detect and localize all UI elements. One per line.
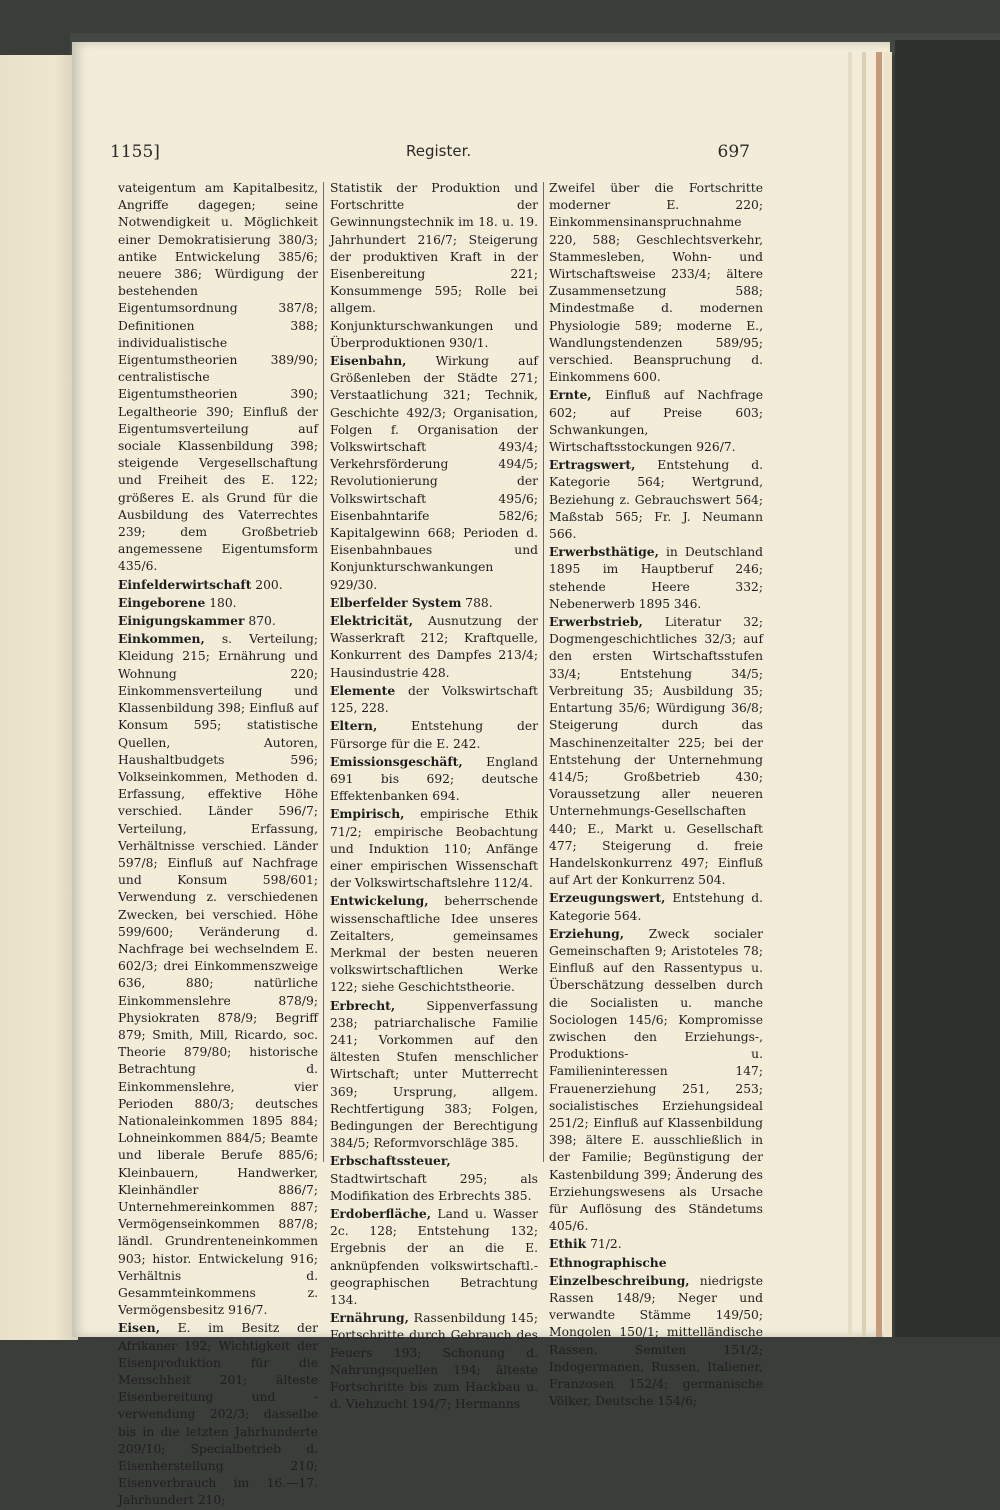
index-entry	[549, 1254, 763, 1411]
index-entry	[549, 613, 763, 889]
column-rule	[543, 182, 544, 1162]
index-column-1	[118, 180, 318, 1510]
index-entry	[549, 889, 763, 924]
page-edge	[876, 52, 882, 1337]
index-entry	[330, 892, 538, 996]
index-headword: Einigungskammer	[118, 613, 245, 629]
index-headword: Elektricität,	[330, 613, 413, 629]
binding-right	[895, 40, 1000, 1337]
index-references: Entstehung der Fürsorge für die E. 242.	[330, 719, 538, 751]
index-headword: Erwerbsthätige,	[549, 544, 659, 560]
index-continuation	[330, 180, 538, 352]
index-entry	[330, 594, 538, 612]
index-entry	[330, 1205, 538, 1309]
index-references: England 691 bis 692; deutsche Effektenbanken 694.	[330, 754, 538, 804]
index-references: empirische Ethik 71/2; empirische Beobachtung und Induktion 110; Anfänge einer empirischen Wissenschaft der Volkswirtschaftslehre 112/4.	[330, 807, 538, 891]
index-continuation	[549, 180, 763, 386]
index-headword: Erbschaftssteuer,	[330, 1153, 451, 1169]
index-references: der Volkswirtschaft 125, 228.	[330, 683, 538, 716]
index-entry	[330, 612, 538, 682]
index-references: Statistik der Produktion und Fortschritte der Gewinnungstechnik im 18. u. 19. Jahrhundert 216/7; Steigerung der produktiven Kraft in der Eisenbereitung 221; Konsummenge 595; Rolle bei allgem. Konjunkturschwankungen und Überproduktionen 930/1.	[330, 181, 538, 350]
page-edge	[848, 52, 852, 1337]
index-headword: Ernte,	[549, 387, 592, 403]
index-headword: Einfelderwirtschaft	[118, 576, 252, 592]
index-entry	[118, 612, 318, 630]
index-headword: Emissionsgeschäft,	[330, 753, 463, 769]
index-entry	[330, 1152, 538, 1205]
index-entry	[330, 717, 538, 752]
index-entry	[118, 1319, 318, 1509]
index-entry	[330, 682, 538, 717]
index-entry	[549, 1235, 763, 1253]
index-entry	[330, 1309, 538, 1413]
index-references: Wirkung auf Größenleben der Städte 271; Verstaatlichung 321; Technik, Geschichte 492/3; Organisation, Folgen f. Organisation der Volkswirtschaft 493/4; Verkehrsförderung 494/5; Revolutionierung der Volkswirtschaft 495/6; Eisenbahntarife 582/6; Kapitalgewinn 668; Perioden d. Eisenbahnbaues und Konjunkturschwankungen 929/30.	[330, 354, 538, 592]
index-headword: Einkommen,	[118, 631, 205, 647]
index-headword: Erziehung,	[549, 925, 625, 941]
index-entry	[330, 997, 538, 1153]
index-entry	[330, 753, 538, 806]
index-entry	[549, 543, 763, 613]
index-references: niedrigste Rassen 148/9; Neger und verwandte Stämme 149/50; Mongolen 150/1; mittelländische Rassen, Semiten 151/2; Indogermanen, Russen, Italiener, Franzosen 152/4; germanische Völker, Deutsche 154/6;	[549, 1273, 763, 1409]
index-headword: Eltern,	[330, 718, 378, 734]
index-headword: Elemente	[330, 682, 396, 698]
index-references: in Deutschland 1895 im Hauptberuf 246; stehende Heere 332; Nebenerwerb 1895 346.	[549, 545, 763, 611]
index-references: vateigentum am Kapitalbesitz, Angriffe dagegen; seine Notwendigkeit u. Möglichkeit einer Demokratisierung 380/3; antike Entwickelung 385/6; neuere 386; Würdigung der bestehenden Eigentumsordnung 387/8; Definitionen 388; individualistische Eigentumstheorien 389/90; centralistische Eigentumstheorien 390; Legaltheorie 390; Einfluß der Eigentumsverteilung auf sociale Klassenbildung 398; steigende Vergesellschaftung und Freiheit des E. 122; größeres E. als Grund für die Ausbildung des Vaterrechtes 239; dem Großbetrieb angemessene Eigentumsform 435/6.	[118, 181, 318, 574]
index-headword: Eisenbahn,	[330, 353, 407, 369]
index-references: 870.	[244, 614, 276, 629]
index-headword: Erbrecht,	[330, 997, 396, 1013]
header-title: Register.	[406, 142, 472, 160]
index-references: 180.	[205, 595, 237, 610]
index-headword: Eingeborene	[118, 594, 206, 610]
index-headword: Ertragswert,	[549, 457, 636, 473]
index-headword: Ernährung,	[330, 1310, 409, 1326]
index-headword: Ethnographische Einzelbeschreibung,	[549, 1254, 690, 1288]
index-references: Land u. Wasser 2c. 128; Entstehung 132; Ergebnis der an die E. anknüpfenden volkswirtschaftl.-geographischen Betrachtung 134.	[330, 1206, 538, 1307]
index-references: beherrschende wissenschaftliche Idee unseres Zeitalters, gemeinsames Merkmal der besten neueren volkswirtschaftlichen Werke 122; siehe Geschichtstheorie.	[330, 894, 538, 995]
index-column-2	[330, 180, 538, 1413]
page-edge	[884, 52, 892, 1337]
index-references: E. im Besitz der Afrikaner 192; Wichtigkeit der Eisenproduktion für die Menschheit 201; älteste Eisenbereitung und -verwendung 202/3; dasselbe bis in die letzten Jahrhunderte 209/10; Specialbetrieb d. Eisenherstellung 210; Eisenverbrauch im 16.—17. Jahrhundert 210;	[118, 1321, 318, 1508]
index-entry	[118, 594, 318, 612]
column-rule	[323, 182, 324, 1162]
index-references: Entstehung d. Kategorie 564.	[549, 891, 763, 923]
index-entry	[118, 630, 318, 1319]
index-entry	[549, 456, 763, 543]
index-headword: Eisen,	[118, 1320, 161, 1336]
index-references: Rassenbildung 145; Fortschritte durch Gebrauch des Feuers 193; Schonung d. Nahrungsquellen 194; älteste Fortschritte bis zum Hackbau u. d. Viehzucht 194/7; Hermanns	[330, 1311, 538, 1412]
index-entry	[330, 805, 538, 892]
running-header	[110, 142, 750, 170]
index-headword: Elberfelder System	[330, 594, 462, 610]
index-headword: Ethik	[549, 1236, 587, 1252]
left-page-edge	[0, 55, 78, 1340]
index-references: s. Verteilung; Kleidung 215; Ernährung und Wohnung 220; Einkommensverteilung und Klassenbildung 398; Einfluß auf Konsum 595; statistische Quellen, Autoren, Haushaltbudgets 596; Volkseinkommen, Methoden d. Erfassung, effektive Höhe verschied. Länder 596/7; Verteilung, Erfassung, Verhältnisse verschied. Länder 597/8; Einfluß auf Nachfrage und Konsum 598/601; Verwendung z. verschiedenen Zwecken, bei verschied. Höhe 599/600; Veränderung d. Nachfrage bei wechselndem E. 602/3; drei Einkommenszweige 636, 880; natürliche Einkommenslehre 878/9; Physiokraten 878/9; Begriff 879; Smith, Mill, Ricardo, soc. Theorie 879/80; historische Betrachtung d. Einkommenslehre, vier Perioden 880/3; deutsches Nationaleinkommen 1895 884; Lohneinkommen 884/5; Beamte und liberale Berufe 885/6; Kleinbauern, Handwerker, Kleinhändler 886/7; Unternehmereinkommen 887; Vermögenseinkommen 887/8; ländl. Grundrenteneinkommen 903; histor. Entwickelung 916; Verhältnis d. Gesammteinkommens z. Vermögensbesitz 916/7.	[118, 632, 318, 1318]
index-references: 788.	[461, 595, 493, 610]
index-headword: Erdoberfläche,	[330, 1205, 431, 1221]
index-references: Einfluß auf Nachfrage 602; auf Preise 603; Schwankungen, Wirtschaftsstockungen 926/7.	[549, 388, 763, 455]
index-headword: Erwerbstrieb,	[549, 614, 643, 630]
header-page-ref: 1155]	[110, 142, 160, 162]
index-headword: Empirisch,	[330, 806, 405, 822]
index-references: Sippenverfassung 238; patriarchalische Familie 241; Vorkommen auf den ältesten Stufen menschlicher Wirtschaft; unter Mutterrecht 369; Ursprung, allgem. Rechtfertigung 383; Folgen, Bedingungen der Berechtigung 384/5; Reformvorschläge 385.	[330, 998, 538, 1151]
index-references: Literatur 32; Dogmengeschichtliches 32/3; auf den ersten Wirtschaftsstufen 33/4; Entstehung 34/5; Verbreitung 35; Ausbildung 35; Entartung 35/6; Würdigung 36/8; Steigerung durch das Maschinenzeitalter 225; bei der Entstehung der Unternehmung 414/5; Großbetrieb 430; Voraussetzung aller neueren Unternehmungs-Gesellschaften 440; E., Markt u. Gesellschaft 477; Steigerung d. freie Handelskonkurrenz 497; Einfluß auf Art der Konkurrenz 504.	[549, 615, 763, 888]
index-references: 200.	[251, 577, 283, 592]
page-number: 697	[717, 142, 750, 162]
index-headword: Erzeugungswert,	[549, 890, 666, 906]
index-references: 71/2.	[586, 1237, 622, 1252]
index-references: Stadtwirtschaft 295; als Modifikation des Erbrechts 385.	[330, 1171, 538, 1203]
page-edge	[862, 52, 866, 1337]
index-entry	[330, 352, 538, 594]
index-entry	[549, 386, 763, 456]
index-continuation	[118, 180, 318, 576]
index-entry	[549, 925, 763, 1236]
index-references: Zweifel über die Fortschritte moderner E. 220; Einkommensinanspruchnahme 220, 588; Geschlechtsverkehr, Stammesleben, Wohn- und Wirtschaftsweise 233/4; ältere Zusammensetzung 588; Mindestmaße d. modernen Physiologie 589; moderne E., Wandlungstendenzen 589/95; verschied. Beanspruchung d. Einkommens 600.	[549, 181, 763, 385]
index-references: Ausnutzung der Wasserkraft 212; Kraftquelle, Konkurrent des Dampfes 213/4; Hausindustrie 428.	[330, 614, 538, 680]
index-column-3	[549, 180, 763, 1410]
index-entry	[118, 576, 318, 594]
index-references: Entstehung d. Kategorie 564; Wertgrund, Beziehung z. Gebrauchswert 564; Maßstab 565; Fr. J. Neumann 566.	[549, 458, 763, 542]
index-references: Zweck socialer Gemeinschaften 9; Aristoteles 78; Einfluß auf den Rassentypus u. Überschätzung desselben durch die Socialisten u. manche Sociologen 145/6; Kompromisse zwischen den Erziehungs-, Produktions- u. Familieninteressen 147; Frauenerziehung 251, 253; socialistisches Erziehungsideal 251/2; Einfluß auf Klassenbildung 398; ältere E. ausschließlich in der Familie; Begünstigung der Kastenbildung 399; Änderung des Erziehungswesens als Ursache für Auflösung des Ständetums 405/6.	[549, 926, 763, 1234]
index-headword: Entwickelung,	[330, 893, 429, 909]
